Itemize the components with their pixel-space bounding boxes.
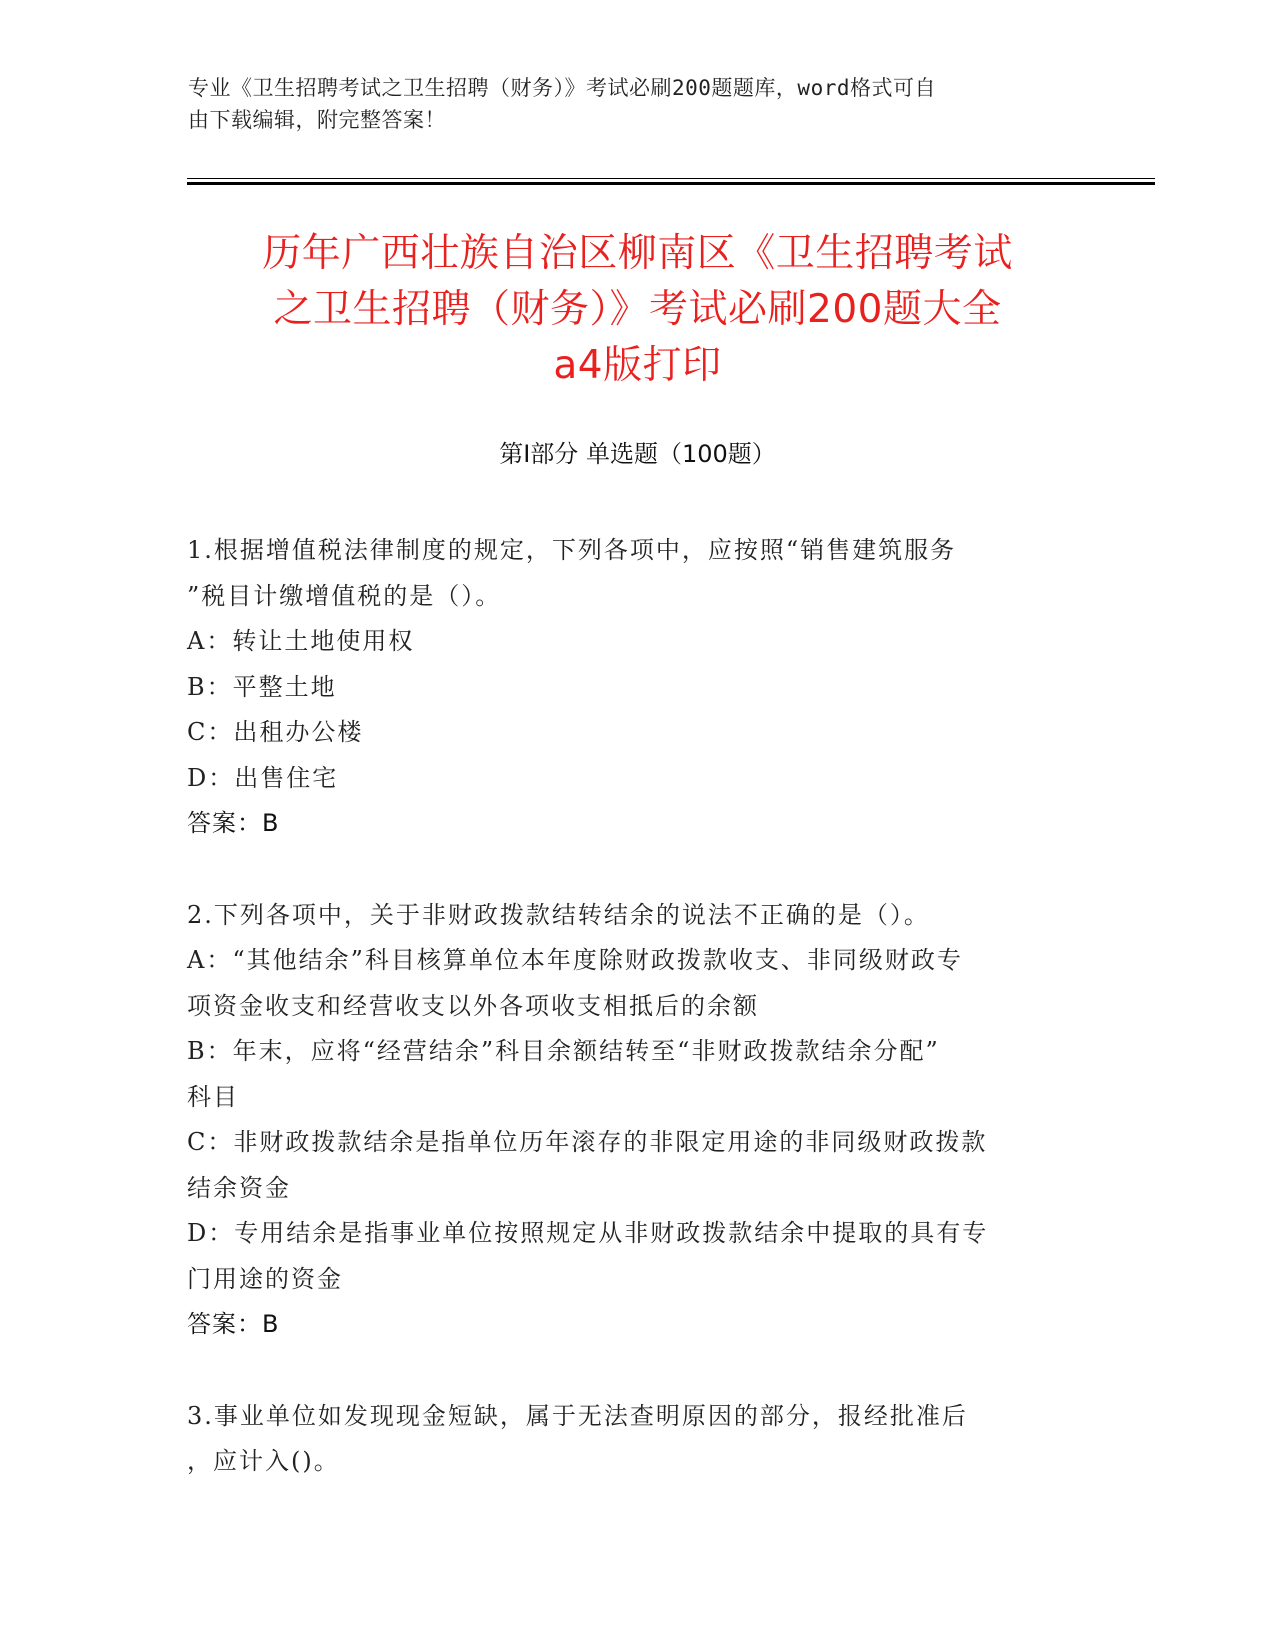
question-stem: ”税目计缴增值税的是（）。 bbox=[187, 581, 502, 610]
option-c-cont: 结余资金 bbox=[187, 1173, 291, 1202]
title-line-1: 历年广西壮族自治区柳南区《卫生招聘考试 bbox=[262, 231, 1013, 276]
header-divider-thin bbox=[187, 178, 1155, 179]
option-b-cont: 科目 bbox=[187, 1082, 239, 1111]
title-line-2: 之卫生招聘（财务）》考试必刷200题大全 bbox=[273, 287, 1002, 332]
option-a: A：“其他结余”科目核算单位本年度除财政拨款收支、非同级财政专 bbox=[187, 946, 963, 974]
document-title bbox=[150, 226, 1125, 394]
header-divider-thick bbox=[187, 182, 1155, 185]
section-title: 第Ⅰ部分 单选题（100题） bbox=[499, 440, 776, 468]
header-line-1: 专业《卫生招聘考试之卫生招聘（财务）》考试必刷200题题库，word格式可自 bbox=[188, 76, 936, 100]
answer: 答案：B bbox=[187, 1310, 280, 1338]
option-a-cont: 项资金收支和经营收支以外各项收支相抵后的余额 bbox=[187, 991, 759, 1020]
answer: 答案：B bbox=[187, 809, 280, 837]
question-2 bbox=[187, 893, 1067, 1348]
title-line-3: a4版打印 bbox=[553, 343, 722, 388]
option-c: C：出租办公楼 bbox=[187, 718, 364, 746]
question-stem: 1.根据增值税法律制度的规定，下列各项中，应按照“销售建筑服务 bbox=[187, 536, 957, 564]
option-a: A：转让土地使用权 bbox=[187, 627, 415, 655]
header-line-2: 由下载编辑，附完整答案！ bbox=[188, 108, 446, 132]
question-list bbox=[187, 528, 1067, 1531]
option-c: C：非财政拨款结余是指单位历年滚存的非限定用途的非同级财政拨款 bbox=[187, 1128, 988, 1156]
question-stem: ，应计入()。 bbox=[187, 1447, 340, 1475]
option-d: D：专用结余是指事业单位按照规定从非财政拨款结余中提取的具有专 bbox=[187, 1219, 989, 1247]
option-b: B：平整土地 bbox=[187, 672, 337, 701]
question-stem: 3.事业单位如发现现金短缺，属于无法查明原因的部分，报经批准后 bbox=[187, 1401, 968, 1430]
question-stem: 2.下列各项中，关于非财政拨款结转结余的说法不正确的是（）。 bbox=[187, 900, 930, 929]
page-header bbox=[188, 72, 1068, 136]
question-1 bbox=[187, 528, 1067, 847]
question-3 bbox=[187, 1394, 1067, 1485]
option-d-cont: 门用途的资金 bbox=[187, 1264, 343, 1293]
option-d: D：出售住宅 bbox=[187, 763, 339, 792]
option-b: B：年末，应将“经营结余”科目余额结转至“非财政拨款结余分配” bbox=[187, 1037, 940, 1065]
